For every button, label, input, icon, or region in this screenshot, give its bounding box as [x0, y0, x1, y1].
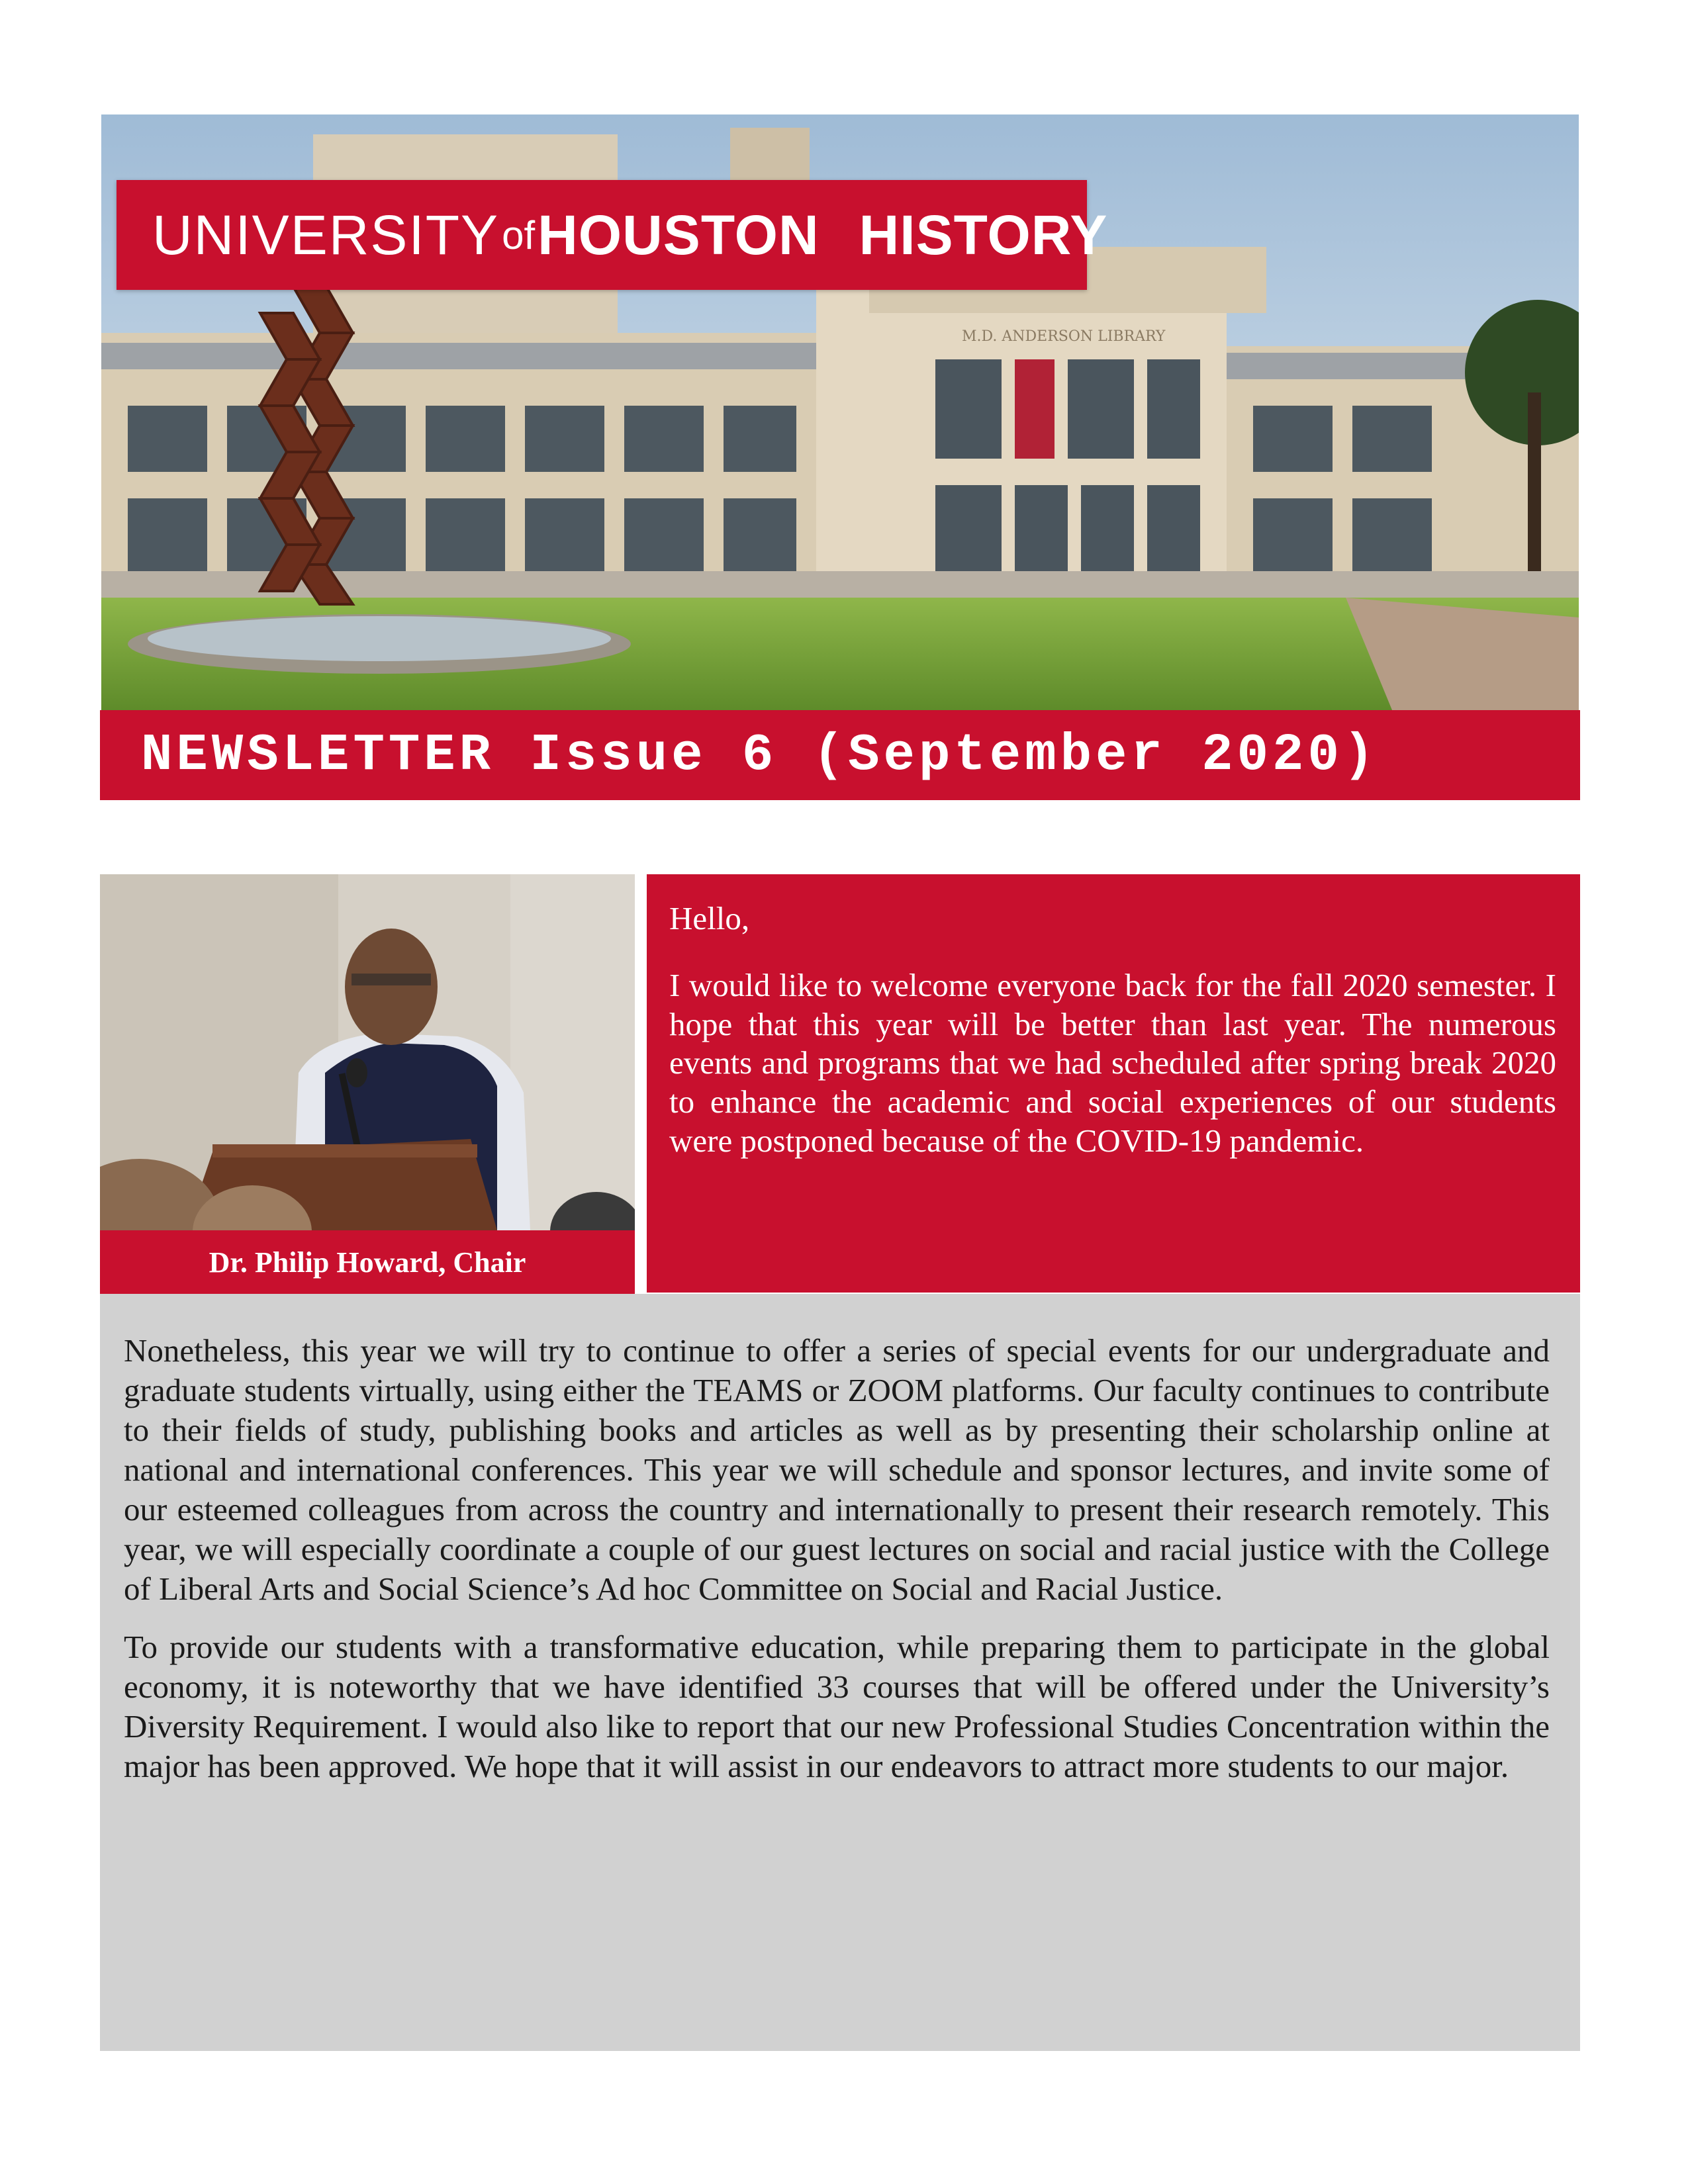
chair-caption: Dr. Philip Howard, Chair — [209, 1246, 526, 1279]
greeting-text: Hello, — [669, 900, 750, 936]
chair-portrait-illustration — [100, 874, 635, 1230]
intro-box — [647, 874, 1580, 1293]
building-sign: M.D. ANDERSON LIBRARY — [962, 328, 1166, 345]
chair-caption-box — [100, 1230, 635, 1294]
body-paragraph-1: Nonetheless, this year we will try to continue to offer a series of special events for our undergraduate and graduate students virtually, using either the TEAMS or ZOOM platforms. Our faculty continues to contribute to their fields of study, publishing books and articles as well as by presenting their scholarship online at national and international conferences. This year we will schedule and sponsor lectures, and invite some of our esteemed colleagues from across the country and internationally to present their research remotely. This year, we will especially coordinate a couple of our guest lectures on social and racial justice with the College of Liberal Arts and Social Science’s Ad hoc Committee on Social and Racial Justice. — [124, 1332, 1550, 1608]
logo-banner — [117, 180, 1108, 290]
newsletter-title: NEWSLETTER Issue 6 (September 2020) — [141, 725, 1379, 785]
chair-photo — [100, 874, 635, 1230]
logo-houston-text: HOUSTON — [538, 203, 820, 266]
logo-university-text: UNIVERSITY — [152, 203, 500, 266]
logo-department-text: HISTORY — [859, 203, 1108, 266]
intro-paragraph: I would like to welcome everyone back for the fall 2020 semester. I hope that this year will be better than last year. The numerous events and programs that we had scheduled after spring break 2020 to enhance the academic and social experiences of our students were postponed because of the COVID-19 pandemic. — [669, 966, 1556, 1159]
body-paragraph-2: To provide our students with a transformative education, while preparing them to participate in the global economy, it is noteworthy that we have identified 33 courses that will be offered under the University’s Diversity Requirement. I would also like to report that our new Professional Studies Concentration within the major has been approved. We hope that it will assist in our endeavors to attract more students to our major. — [124, 1629, 1550, 1785]
body-text-box — [100, 1294, 1580, 2051]
logo-of-text: of — [502, 212, 536, 257]
newsletter-title-bar — [100, 710, 1580, 800]
